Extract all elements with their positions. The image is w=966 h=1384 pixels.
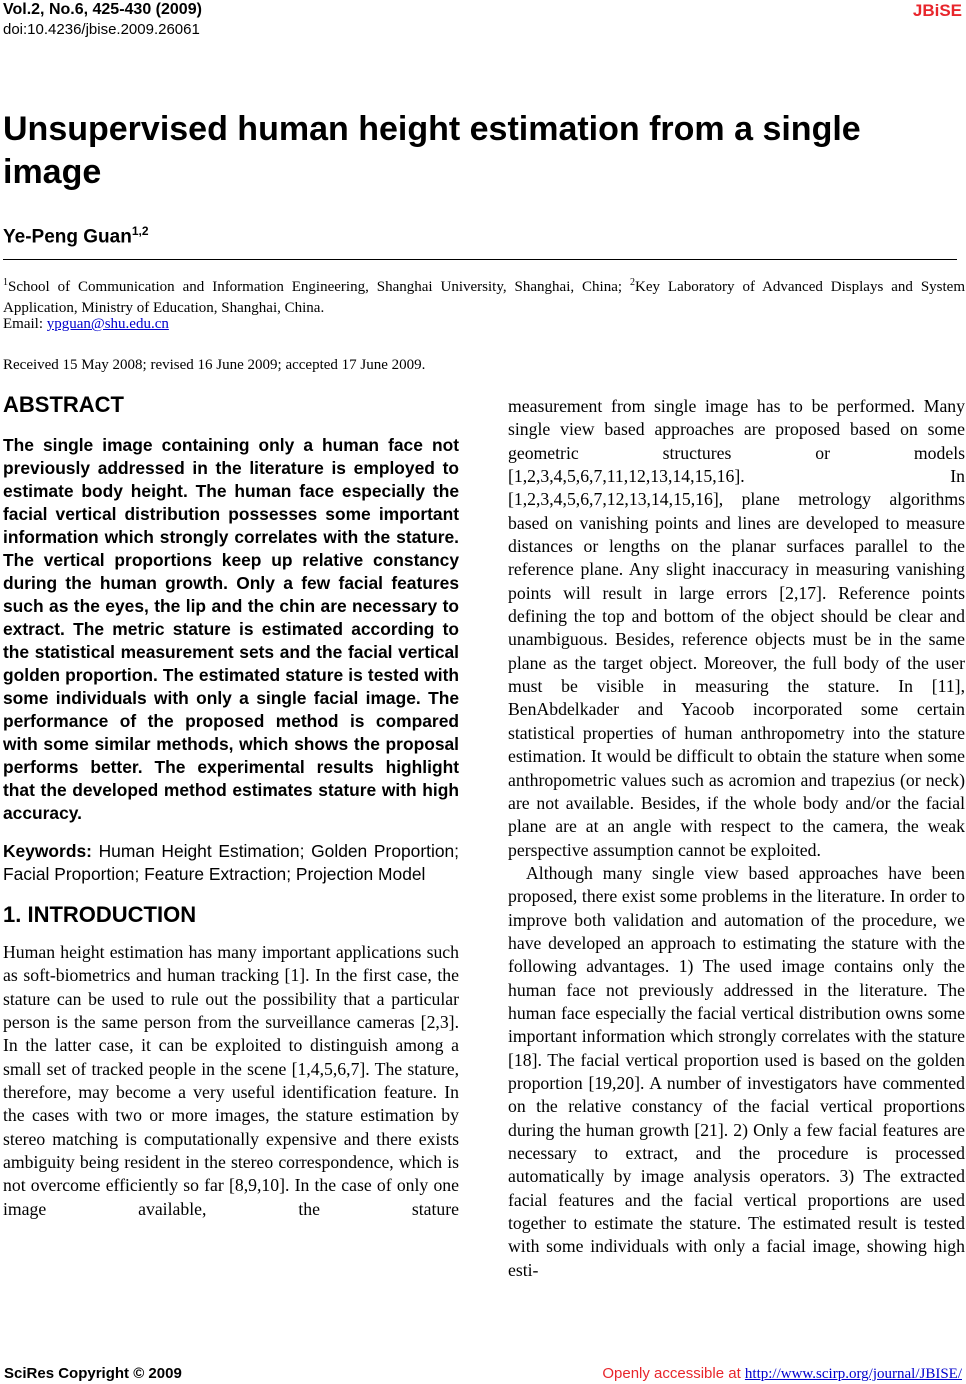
keywords-label: Keywords:	[3, 841, 92, 861]
open-access-label: Openly accessible at	[602, 1365, 745, 1382]
affiliation-sup-1: 1	[3, 277, 8, 288]
footer-open-access	[602, 1365, 962, 1383]
author-name: Ye-Peng Guan	[3, 226, 132, 248]
journal-volume-line: Vol.2, No.6, 425-430 (2009)	[3, 1, 202, 18]
paper-title: Unsupervised human height estimation from a single image	[3, 110, 861, 191]
introduction-text-right-2: Although many single view based approaches have been proposed, there exist some problems in the literature. In order to improve both validation and automation of the procedure, we have developed an approach to estimating the stature with the following advantages. 1) The used image contains only the human face not previously addressed in the literature. The human face especially the facial vertical distribution owns some important information which strongly correlates with the stature [18]. The facial vertical proportion used is based on the golden proportion [19,20]. A number of investigators have commented on the relative constancy of the facial vertical proportions during the human growth [21]. 2) Only a few facial features are necessary to extract, and the procedure is processed automatically by image analysis operators. 3) The extracted facial features and the facial vertical proportions are used together to estimate the stature. The estimated result is tested with some individuals with only a facial image, showing high esti-	[508, 862, 965, 1280]
keywords	[3, 840, 459, 886]
affiliation-sup-2: 2	[629, 277, 635, 288]
affiliation	[3, 272, 965, 319]
abstract-heading: ABSTRACT	[3, 392, 124, 417]
keywords-text: Human Height Estimation; Golden Proportion; Facial Proportion; Feature Extraction; Projection Model	[3, 841, 459, 884]
introduction-text-left: Human height estimation has many important applications such as soft-biometrics and human tracking [1]. In the first case, the stature can be used to rule out the possibility that a particular person is the same person from the surveillance cameras [2,3]. In the latter case, it can be exploited to distinguish among a small set of tracked people in the scene [1,4,5,6,7]. The stature, therefore, may become a very useful identification feature. In the cases with two or more images, the stature estimation by stereo matching is computationally expensive and there exists ambiguity being resident in the stereo correspondence, which is not overcome efficiently so far [8,9,10]. In the case of only one image available, the stature	[3, 942, 459, 1219]
email-link[interactable]: ypguan@shu.edu.cn	[46, 316, 169, 332]
affiliation-1: School of Communication and Information Engineering, Shanghai University, Shanghai, China;	[8, 279, 630, 295]
affiliation-2: Key Laboratory of Advanced Displays and System Application, Ministry of Education, Shanghai, China.	[3, 279, 965, 316]
introduction-heading: 1. INTRODUCTION	[3, 902, 197, 927]
email-label: Email:	[3, 316, 47, 332]
email-line	[3, 316, 169, 333]
journal-brand: JBiSE	[912, 1, 962, 20]
introduction-text-right-1: measurement from single image has to be performed. Many single view based approaches are proposed based on some geometric structures or models [1,2,3,4,5,6,7,11,12,13,14,15,16]. In [1,2,3,4,5,6,7,12,13,14,15,16], plane metrology algorithms based on vanishing points and lines are developed to measure distances or lengths on the planar surfaces parallel to the reference plane. Any slight inaccuracy in measuring vanishing points will result in large errors [2,17]. Reference points defining the top and bottom of the object should be clear and unambiguous. Besides, reference objects must be in the same plane as the target object. Moreover, the full body of the user must be visible in measuring the stature. In [11], BenAbdelkader and Yacoob incorporated some certain statistical properties of human anthropometry into the stature estimation. It would be difficult to obtain the stature when some anthropometric values such as acromion and trapezius (or neck) are not available. Besides, if the whole body and/or the facial plane are at an angle with respect to the camera, the weak perspective assumption cannot be exploited.	[508, 396, 965, 860]
author-line	[3, 224, 149, 248]
received-dates: Received 15 May 2008; revised 16 June 2009; accepted 17 June 2009.	[3, 357, 426, 373]
abstract-text: The single image containing only a human face not previously addressed in the literature is employed to estimate body height. The human face especially the facial vertical distribution possesses some important information which strongly correlates with the stature. The vertical proportions keep up relative constancy during the human growth. Only a few facial features such as the eyes, the lip and the chin are necessary to extract. The metric stature is estimated according to the statistical measurement sets and the facial vertical golden proportion. The estimated stature is tested with some individuals with only a single facial image. The performance of the proposed method is compared with some similar methods, which shows the proposal performs better. The experimental results highlight that the developed method estimates stature with high accuracy.	[3, 435, 459, 823]
right-column	[508, 395, 965, 1282]
author-superscript: 1,2	[131, 224, 149, 238]
footer-copyright: SciRes Copyright © 2009	[4, 1365, 182, 1382]
journal-url-link[interactable]: http://www.scirp.org/journal/JBISE/	[744, 1366, 962, 1382]
doi-line: doi:10.4236/jbise.2009.26061	[3, 21, 200, 38]
left-column	[3, 390, 459, 1221]
title-divider	[3, 259, 957, 260]
